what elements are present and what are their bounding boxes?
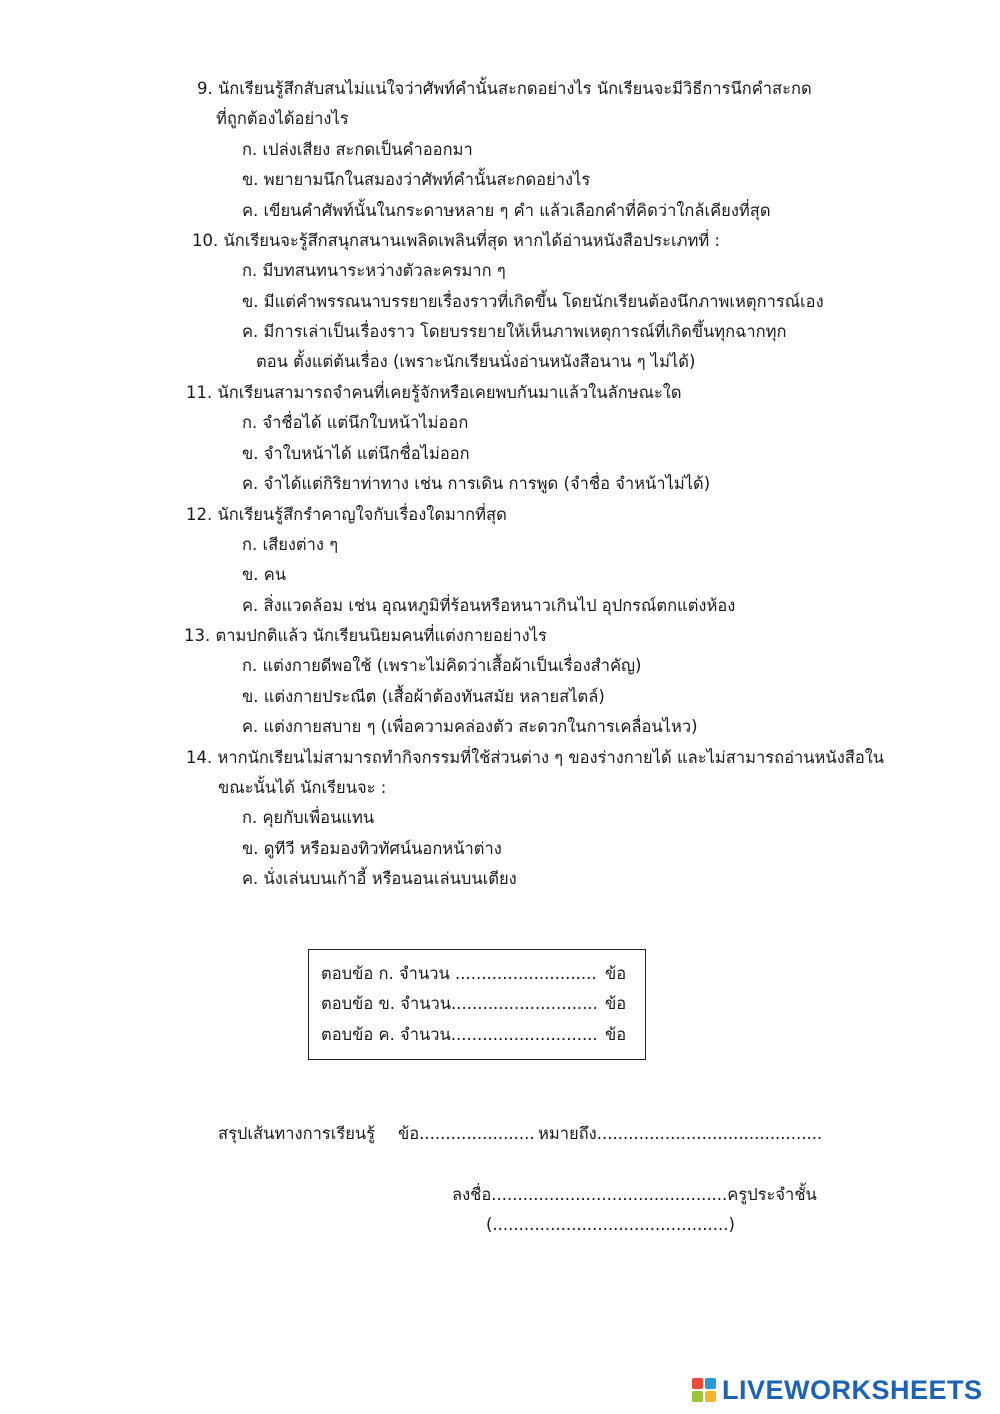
signature-name: (.............................................) — [486, 1215, 735, 1234]
answer-tally-box — [308, 949, 646, 1060]
question-10-text: 10. นักเรียนจะรู้สึกสนุกสนานเพลิดเพลินที่สุด หากได้อ่านหนังสือประเภทที่ : — [192, 231, 721, 250]
q10-option-a: ก. มีบทสนทนาระหว่างตัวละครมาก ๆ — [242, 261, 506, 280]
q13-option-a: ก. แต่งกายดีพอใช้ (เพราะไม่คิดว่าเสื้อผ้าเป็นเรื่องสำคัญ) — [242, 656, 642, 675]
question-9-text-cont: ที่ถูกต้องได้อย่างไร — [216, 109, 349, 128]
question-14-text: 14. หากนักเรียนไม่สามารถทำกิจกรรมที่ใช้ส่วนต่าง ๆ ของร่างกายได้ และไม่สามารถอ่านหนังสือใน — [186, 748, 885, 767]
logo-square-2 — [705, 1378, 716, 1389]
tally-row-c-unit: ข้อ — [605, 1025, 627, 1044]
tally-row-b-label: ตอบข้อ ข. จำนวน............................ — [321, 994, 598, 1013]
q11-option-a: ก. จำชื่อได้ แต่นึกใบหน้าไม่ออก — [242, 413, 469, 432]
summary-item-field: ข้อ...................... — [398, 1124, 535, 1143]
logo-square-4 — [705, 1391, 716, 1402]
q12-option-c: ค. สิ่งแวดล้อม เช่น อุณหภูมิที่ร้อนหรือหนาวเกินไป อุปกรณ์ตกแต่งห้อง — [242, 596, 736, 615]
tally-row-b-unit: ข้อ — [605, 994, 627, 1013]
question-9-text: 9. นักเรียนรู้สึกสับสนไม่แน่ใจว่าศัพท์คำนั้นสะกดอย่างไร นักเรียนจะมีวิธีการนึกคำสะกด — [197, 79, 812, 98]
summary-meaning-field: หมายถึง........................................... — [538, 1124, 823, 1143]
q11-option-c: ค. จำได้แต่กิริยาท่าทาง เช่น การเดิน การพูด (จำชื่อ จำหน้าไม่ได้) — [242, 474, 711, 493]
tally-row-a — [321, 963, 627, 985]
q12-option-b: ข. คน — [242, 565, 287, 584]
tally-row-b — [321, 993, 627, 1015]
q10-option-b: ข. มีแต่คำพรรณนาบรรยายเรื่องราวที่เกิดขึ้น โดยนักเรียนต้องนึกภาพเหตุการณ์เอง — [242, 292, 824, 311]
q11-option-b: ข. จำใบหน้าได้ แต่นึกชื่อไม่ออก — [242, 444, 470, 463]
summary-label: สรุปเส้นทางการเรียนรู้ — [218, 1124, 376, 1143]
q13-option-c: ค. แต่งกายสบาย ๆ (เพื่อความคล่องตัว สะดวกในการเคลื่อนไหว) — [242, 717, 698, 736]
question-12-text: 12. นักเรียนรู้สึกรำคาญใจกับเรื่องใดมากที่สุด — [186, 505, 507, 524]
q9-option-c: ค. เขียนคำศัพท์นั้นในกระดาษหลาย ๆ คำ แล้วเลือกคำที่คิดว่าใกล้เคียงที่สุด — [242, 201, 771, 220]
question-11-text: 11. นักเรียนสามารถจำคนที่เคยรู้จักหรือเคยพบกันมาแล้วในลักษณะใด — [186, 383, 682, 402]
q14-option-b: ข. ดูทีวี หรือมองทิวทัศน์นอกหน้าต่าง — [242, 839, 502, 858]
q10-option-c-cont: ตอน ตั้งแต่ต้นเรื่อง (เพราะนักเรียนนั่งอ่านหนังสือนาน ๆ ไม่ได้) — [256, 352, 696, 371]
q9-option-a: ก. เปล่งเสียง สะกดเป็นคำออกมา — [242, 140, 473, 159]
q12-option-a: ก. เสียงต่าง ๆ — [242, 535, 339, 554]
tally-row-c — [321, 1024, 627, 1046]
tally-row-a-label: ตอบข้อ ก. จำนวน ........................... — [321, 964, 597, 983]
signature-line: ลงชื่อ.............................................ครูประจำชั้น — [452, 1185, 817, 1204]
liveworksheets-logo-icon — [692, 1378, 716, 1402]
logo-square-3 — [692, 1391, 703, 1402]
q13-option-b: ข. แต่งกายประณีต (เสื้อผ้าต้องทันสมัย หลายสไตล์) — [242, 687, 605, 706]
logo-square-1 — [692, 1378, 703, 1389]
liveworksheets-logo-text: LIVEWORKSHEETS — [722, 1374, 983, 1405]
q9-option-b: ข. พยายามนึกในสมองว่าศัพท์คำนั้นสะกดอย่างไร — [242, 170, 591, 189]
q14-option-a: ก. คุยกับเพื่อนแทน — [242, 808, 375, 827]
q10-option-c: ค. มีการเล่าเป็นเรื่องราว โดยบรรยายให้เห็นภาพเหตุการณ์ที่เกิดขึ้นทุกฉากทุก — [242, 322, 787, 341]
liveworksheets-logo — [692, 1375, 983, 1405]
question-13-text: 13. ตามปกติแล้ว นักเรียนนิยมคนที่แต่งกายอย่างไร — [184, 626, 547, 645]
tally-row-c-label: ตอบข้อ ค. จำนวน............................ — [321, 1025, 598, 1044]
question-14-text-cont: ขณะนั้นได้ นักเรียนจะ : — [218, 778, 387, 797]
tally-row-a-unit: ข้อ — [605, 964, 627, 983]
q14-option-c: ค. นั่งเล่นบนเก้าอี้ หรือนอนเล่นบนเตียง — [242, 869, 517, 888]
